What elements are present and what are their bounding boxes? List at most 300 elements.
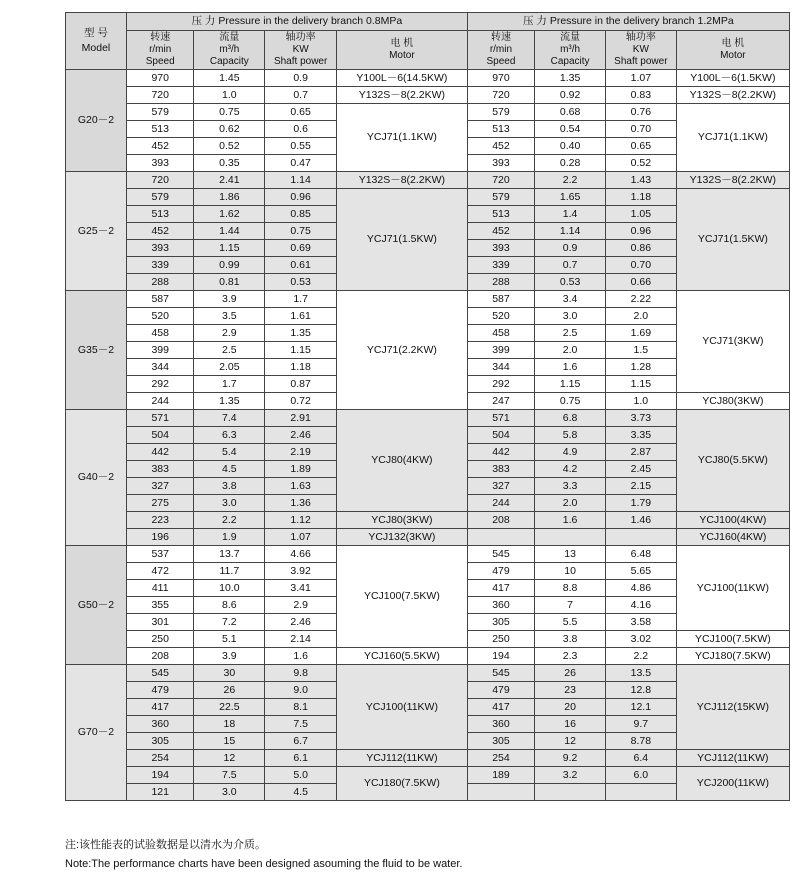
table-row <box>66 104 790 121</box>
power-cell: 1.07 <box>605 70 676 87</box>
capacity-cell: 3.0 <box>194 495 265 512</box>
speed-cell: 513 <box>126 121 194 138</box>
capacity-cell: 1.7 <box>194 376 265 393</box>
speed-cell: 537 <box>126 546 194 563</box>
speed-cell: 399 <box>467 342 535 359</box>
speed-cell: 587 <box>467 291 535 308</box>
table-row <box>66 291 790 308</box>
power-cell: 4.16 <box>605 597 676 614</box>
power-cell: 1.6 <box>265 648 337 665</box>
motor-header-line: 电 机 <box>721 38 745 49</box>
capacity-cell: 12 <box>535 733 606 750</box>
performance-sheet <box>65 12 790 801</box>
capacity-cell: 0.99 <box>194 257 265 274</box>
speed-cell: 720 <box>467 172 535 189</box>
speed-header-left <box>126 31 194 70</box>
speed-cell: 720 <box>126 172 194 189</box>
motor-header-line: Motor <box>389 50 415 61</box>
speed-cell: 393 <box>126 240 194 257</box>
model-cell: G70－2 <box>66 665 127 801</box>
power-cell: 12.8 <box>605 682 676 699</box>
speed-cell: 244 <box>126 393 194 410</box>
power-cell: 4.86 <box>605 580 676 597</box>
motor-cell: YCJ80(5.5KW) <box>676 410 789 512</box>
capacity-cell: 7.2 <box>194 614 265 631</box>
pressure-header-right: 压 力 Pressure in the delivery branch 1.2MPa <box>467 13 789 31</box>
table-row <box>66 189 790 206</box>
speed-cell: 545 <box>126 665 194 682</box>
power-header-line: Shaft power <box>614 56 668 67</box>
speed-cell: 254 <box>126 750 194 767</box>
capacity-cell: 0.9 <box>535 240 606 257</box>
speed-cell: 275 <box>126 495 194 512</box>
speed-cell: 513 <box>467 121 535 138</box>
speed-cell: 208 <box>467 512 535 529</box>
speed-cell: 452 <box>467 138 535 155</box>
power-header-left <box>265 31 337 70</box>
speed-cell: 545 <box>467 546 535 563</box>
power-cell: 0.47 <box>265 155 337 172</box>
capacity-cell: 3.9 <box>194 648 265 665</box>
power-cell: 8.78 <box>605 733 676 750</box>
capacity-cell: 1.15 <box>535 376 606 393</box>
power-cell: 3.35 <box>605 427 676 444</box>
power-cell: 1.46 <box>605 512 676 529</box>
motor-cell: YCJ180(7.5KW) <box>676 648 789 665</box>
power-cell: 2.15 <box>605 478 676 495</box>
speed-cell: 513 <box>467 206 535 223</box>
table-row <box>66 648 790 665</box>
motor-cell: YCJ71(3KW) <box>676 291 789 393</box>
speed-cell: 520 <box>467 308 535 325</box>
speed-cell: 288 <box>467 274 535 291</box>
power-cell: 0.87 <box>265 376 337 393</box>
capacity-cell: 0.81 <box>194 274 265 291</box>
speed-cell: 305 <box>467 614 535 631</box>
speed-cell: 452 <box>126 223 194 240</box>
capacity-cell: 11.7 <box>194 563 265 580</box>
speed-cell: 579 <box>467 104 535 121</box>
capacity-cell: 4.5 <box>194 461 265 478</box>
capacity-cell: 3.9 <box>194 291 265 308</box>
capacity-cell: 1.62 <box>194 206 265 223</box>
motor-cell: YCJ112(11KW) <box>337 750 468 767</box>
model-header-en: Model <box>81 42 111 54</box>
model-cell: G25－2 <box>66 172 127 291</box>
capacity-cell: 2.0 <box>535 495 606 512</box>
capacity-cell: 1.14 <box>535 223 606 240</box>
motor-cell: YCJ80(3KW) <box>337 512 468 529</box>
capacity-cell <box>535 784 606 801</box>
power-cell: 1.0 <box>605 393 676 410</box>
speed-cell: 393 <box>467 155 535 172</box>
power-cell: 5.65 <box>605 563 676 580</box>
capacity-cell: 2.0 <box>535 342 606 359</box>
speed-cell: 254 <box>467 750 535 767</box>
speed-header-line: r/min <box>489 44 513 55</box>
capacity-header-line: 流量 <box>219 32 240 43</box>
capacity-cell: 0.62 <box>194 121 265 138</box>
power-header-line: 轴功率 <box>285 32 316 43</box>
table-row <box>66 767 790 784</box>
speed-cell: 472 <box>126 563 194 580</box>
capacity-cell: 5.8 <box>535 427 606 444</box>
capacity-cell: 3.0 <box>194 784 265 801</box>
power-cell: 1.63 <box>265 478 337 495</box>
power-cell: 1.12 <box>265 512 337 529</box>
power-cell: 6.48 <box>605 546 676 563</box>
power-cell: 0.65 <box>605 138 676 155</box>
speed-cell: 189 <box>467 767 535 784</box>
power-cell: 2.46 <box>265 614 337 631</box>
capacity-cell: 18 <box>194 716 265 733</box>
power-cell: 0.9 <box>265 70 337 87</box>
speed-cell: 417 <box>467 580 535 597</box>
table-row <box>66 70 790 87</box>
table-row <box>66 410 790 427</box>
power-cell: 1.35 <box>265 325 337 342</box>
speed-cell: 720 <box>467 87 535 104</box>
speed-header-line: Speed <box>145 56 175 67</box>
motor-cell: YCJ71(1.5KW) <box>676 189 789 291</box>
capacity-cell: 2.2 <box>194 512 265 529</box>
speed-cell: 571 <box>467 410 535 427</box>
motor-cell: YCJ100(11KW) <box>676 546 789 631</box>
speed-cell: 327 <box>126 478 194 495</box>
speed-cell: 305 <box>467 733 535 750</box>
power-cell: 2.46 <box>265 427 337 444</box>
capacity-cell: 20 <box>535 699 606 716</box>
capacity-cell: 15 <box>194 733 265 750</box>
capacity-cell: 6.8 <box>535 410 606 427</box>
power-cell: 6.7 <box>265 733 337 750</box>
capacity-cell: 8.6 <box>194 597 265 614</box>
power-header-line: KW <box>292 44 309 55</box>
power-header-line: KW <box>632 44 649 55</box>
power-cell: 1.18 <box>265 359 337 376</box>
power-cell: 1.69 <box>605 325 676 342</box>
speed-cell: 479 <box>467 563 535 580</box>
power-cell: 0.72 <box>265 393 337 410</box>
power-cell: 3.41 <box>265 580 337 597</box>
speed-cell: 579 <box>126 189 194 206</box>
power-cell: 2.91 <box>265 410 337 427</box>
power-cell: 0.65 <box>265 104 337 121</box>
power-cell: 2.19 <box>265 444 337 461</box>
speed-cell: 196 <box>126 529 194 546</box>
speed-cell: 301 <box>126 614 194 631</box>
speed-header-line: 转速 <box>150 32 171 43</box>
motor-cell: YCJ71(1.5KW) <box>337 189 468 291</box>
capacity-cell: 3.2 <box>535 767 606 784</box>
speed-cell: 355 <box>126 597 194 614</box>
capacity-header-line: m³/h <box>560 44 581 55</box>
capacity-cell: 2.5 <box>535 325 606 342</box>
model-cell: G35－2 <box>66 291 127 410</box>
capacity-cell: 13.7 <box>194 546 265 563</box>
speed-cell: 393 <box>467 240 535 257</box>
capacity-cell: 3.0 <box>535 308 606 325</box>
speed-cell: 250 <box>467 631 535 648</box>
table-row <box>66 546 790 563</box>
speed-cell: 194 <box>467 648 535 665</box>
capacity-cell: 1.45 <box>194 70 265 87</box>
speed-cell: 194 <box>126 767 194 784</box>
power-header-line: 轴功率 <box>625 32 656 43</box>
motor-header-line: Motor <box>720 50 746 61</box>
model-header-cn: 型 号 <box>84 27 108 39</box>
power-cell: 3.73 <box>605 410 676 427</box>
power-cell: 1.61 <box>265 308 337 325</box>
speed-cell: 417 <box>126 699 194 716</box>
capacity-cell: 12 <box>194 750 265 767</box>
power-cell: 13.5 <box>605 665 676 682</box>
power-cell: 0.69 <box>265 240 337 257</box>
motor-cell: YCJ160(5.5KW) <box>337 648 468 665</box>
capacity-cell: 0.53 <box>535 274 606 291</box>
power-cell: 1.14 <box>265 172 337 189</box>
power-cell: 3.58 <box>605 614 676 631</box>
speed-cell: 383 <box>126 461 194 478</box>
motor-cell: YCJ80(3KW) <box>676 393 789 410</box>
power-cell: 0.86 <box>605 240 676 257</box>
speed-cell: 479 <box>467 682 535 699</box>
capacity-header-line: Capacity <box>209 56 249 67</box>
capacity-cell: 9.2 <box>535 750 606 767</box>
capacity-cell: 2.9 <box>194 325 265 342</box>
power-cell: 0.83 <box>605 87 676 104</box>
capacity-cell: 1.35 <box>535 70 606 87</box>
power-cell: 1.79 <box>605 495 676 512</box>
speed-cell: 305 <box>126 733 194 750</box>
speed-cell: 520 <box>126 308 194 325</box>
capacity-cell: 2.05 <box>194 359 265 376</box>
power-cell: 4.66 <box>265 546 337 563</box>
capacity-cell: 8.8 <box>535 580 606 597</box>
capacity-cell: 3.8 <box>535 631 606 648</box>
motor-cell: YCJ132(3KW) <box>337 529 468 546</box>
power-cell: 0.52 <box>605 155 676 172</box>
capacity-cell: 3.3 <box>535 478 606 495</box>
notes <box>65 836 462 874</box>
motor-cell: YCJ100(4KW) <box>676 512 789 529</box>
power-cell: 0.53 <box>265 274 337 291</box>
table-row <box>66 665 790 682</box>
speed-cell: 479 <box>126 682 194 699</box>
motor-cell: YCJ160(4KW) <box>676 529 789 546</box>
power-cell: 0.96 <box>605 223 676 240</box>
table-row <box>66 87 790 104</box>
capacity-cell: 2.3 <box>535 648 606 665</box>
motor-cell: Y100L－6(14.5KW) <box>337 70 468 87</box>
power-cell: 0.70 <box>605 121 676 138</box>
capacity-cell: 30 <box>194 665 265 682</box>
power-cell: 2.45 <box>605 461 676 478</box>
capacity-cell: 1.86 <box>194 189 265 206</box>
motor-header-left <box>337 31 468 70</box>
model-cell: G50－2 <box>66 546 127 665</box>
capacity-cell: 0.7 <box>535 257 606 274</box>
capacity-cell: 26 <box>535 665 606 682</box>
motor-header-line: 电 机 <box>390 38 414 49</box>
speed-cell: 208 <box>126 648 194 665</box>
speed-cell: 970 <box>126 70 194 87</box>
capacity-cell: 0.54 <box>535 121 606 138</box>
speed-header-right <box>467 31 535 70</box>
motor-cell: YCJ71(1.1KW) <box>337 104 468 172</box>
table-row <box>66 172 790 189</box>
power-cell: 1.36 <box>265 495 337 512</box>
power-cell: 2.87 <box>605 444 676 461</box>
capacity-header-line: 流量 <box>560 32 581 43</box>
motor-cell: YCJ100(7.5KW) <box>337 546 468 648</box>
capacity-cell: 0.35 <box>194 155 265 172</box>
capacity-cell: 0.75 <box>535 393 606 410</box>
capacity-cell: 1.65 <box>535 189 606 206</box>
speed-cell: 360 <box>467 716 535 733</box>
speed-cell: 360 <box>467 597 535 614</box>
speed-header-line: 转速 <box>490 32 511 43</box>
motor-cell: Y132S－8(2.2KW) <box>676 87 789 104</box>
capacity-cell: 0.28 <box>535 155 606 172</box>
motor-cell: YCJ100(7.5KW) <box>676 631 789 648</box>
power-cell: 0.6 <box>265 121 337 138</box>
speed-cell: 458 <box>467 325 535 342</box>
speed-cell: 411 <box>126 580 194 597</box>
capacity-cell: 10 <box>535 563 606 580</box>
motor-cell: YCJ100(11KW) <box>337 665 468 750</box>
speed-cell: 452 <box>467 223 535 240</box>
capacity-cell: 1.0 <box>194 87 265 104</box>
motor-cell: Y132S－8(2.2KW) <box>337 172 468 189</box>
table-row <box>66 529 790 546</box>
capacity-header-left <box>194 31 265 70</box>
power-cell: 0.85 <box>265 206 337 223</box>
power-cell: 9.8 <box>265 665 337 682</box>
speed-cell: 442 <box>126 444 194 461</box>
model-cell: G20－2 <box>66 70 127 172</box>
speed-cell: 442 <box>467 444 535 461</box>
power-cell: 6.0 <box>605 767 676 784</box>
capacity-cell: 1.6 <box>535 359 606 376</box>
motor-cell: YCJ200(11KW) <box>676 767 789 801</box>
power-cell: 2.0 <box>605 308 676 325</box>
speed-cell: 504 <box>467 427 535 444</box>
capacity-cell: 7.4 <box>194 410 265 427</box>
speed-cell: 393 <box>126 155 194 172</box>
capacity-cell: 4.2 <box>535 461 606 478</box>
capacity-header-right <box>535 31 606 70</box>
motor-cell: Y132S－8(2.2KW) <box>676 172 789 189</box>
capacity-header-line: Capacity <box>550 56 590 67</box>
power-cell: 0.61 <box>265 257 337 274</box>
speed-cell: 244 <box>467 495 535 512</box>
capacity-cell: 2.41 <box>194 172 265 189</box>
speed-header-line: Speed <box>486 56 516 67</box>
model-cell: G40－2 <box>66 410 127 546</box>
capacity-cell: 2.5 <box>194 342 265 359</box>
motor-cell: YCJ112(15KW) <box>676 665 789 750</box>
capacity-cell: 0.75 <box>194 104 265 121</box>
capacity-cell: 4.9 <box>535 444 606 461</box>
capacity-cell: 6.3 <box>194 427 265 444</box>
speed-cell: 250 <box>126 631 194 648</box>
power-header-line: Shaft power <box>273 56 328 67</box>
performance-table <box>65 12 790 801</box>
motor-cell: YCJ112(11KW) <box>676 750 789 767</box>
power-cell: 1.28 <box>605 359 676 376</box>
power-cell: 5.0 <box>265 767 337 784</box>
capacity-header-line: m³/h <box>219 44 240 55</box>
power-cell: 8.1 <box>265 699 337 716</box>
speed-cell: 344 <box>467 359 535 376</box>
power-cell: 6.4 <box>605 750 676 767</box>
speed-cell: 292 <box>126 376 194 393</box>
capacity-cell: 1.4 <box>535 206 606 223</box>
capacity-cell <box>535 529 606 546</box>
speed-cell: 399 <box>126 342 194 359</box>
capacity-cell: 23 <box>535 682 606 699</box>
speed-cell: 383 <box>467 461 535 478</box>
power-cell: 0.76 <box>605 104 676 121</box>
pressure-header-left: 压 力 Pressure in the delivery branch 0.8MPa <box>126 13 467 31</box>
power-cell: 1.07 <box>265 529 337 546</box>
capacity-cell: 3.5 <box>194 308 265 325</box>
power-cell: 9.7 <box>605 716 676 733</box>
capacity-cell: 1.35 <box>194 393 265 410</box>
power-cell: 3.02 <box>605 631 676 648</box>
power-cell: 7.5 <box>265 716 337 733</box>
power-cell: 2.22 <box>605 291 676 308</box>
power-cell: 0.70 <box>605 257 676 274</box>
power-cell: 0.66 <box>605 274 676 291</box>
power-cell: 0.7 <box>265 87 337 104</box>
speed-cell: 545 <box>467 665 535 682</box>
table-row <box>66 750 790 767</box>
power-cell: 1.5 <box>605 342 676 359</box>
capacity-cell: 3.8 <box>194 478 265 495</box>
power-cell: 9.0 <box>265 682 337 699</box>
power-cell: 1.7 <box>265 291 337 308</box>
capacity-cell: 1.15 <box>194 240 265 257</box>
capacity-cell: 1.6 <box>535 512 606 529</box>
power-cell: 3.92 <box>265 563 337 580</box>
capacity-cell: 13 <box>535 546 606 563</box>
note-cn: 注:该性能表的试验数据是以清水为介质。 <box>65 839 267 851</box>
power-cell: 2.9 <box>265 597 337 614</box>
capacity-cell: 16 <box>535 716 606 733</box>
power-cell: 1.18 <box>605 189 676 206</box>
capacity-cell: 0.40 <box>535 138 606 155</box>
speed-cell <box>467 784 535 801</box>
speed-cell: 579 <box>467 189 535 206</box>
motor-cell: YCJ180(7.5KW) <box>337 767 468 801</box>
speed-cell: 292 <box>467 376 535 393</box>
speed-cell: 344 <box>126 359 194 376</box>
note-en: Note:The performance charts have been designed asouming the fluid to be water. <box>65 858 463 870</box>
power-cell: 6.1 <box>265 750 337 767</box>
speed-cell: 360 <box>126 716 194 733</box>
speed-cell <box>467 529 535 546</box>
power-cell: 2.2 <box>605 648 676 665</box>
speed-cell: 458 <box>126 325 194 342</box>
capacity-cell: 0.92 <box>535 87 606 104</box>
power-cell: 1.15 <box>265 342 337 359</box>
capacity-cell: 0.68 <box>535 104 606 121</box>
capacity-cell: 26 <box>194 682 265 699</box>
speed-cell: 121 <box>126 784 194 801</box>
motor-cell: Y100L－6(1.5KW) <box>676 70 789 87</box>
